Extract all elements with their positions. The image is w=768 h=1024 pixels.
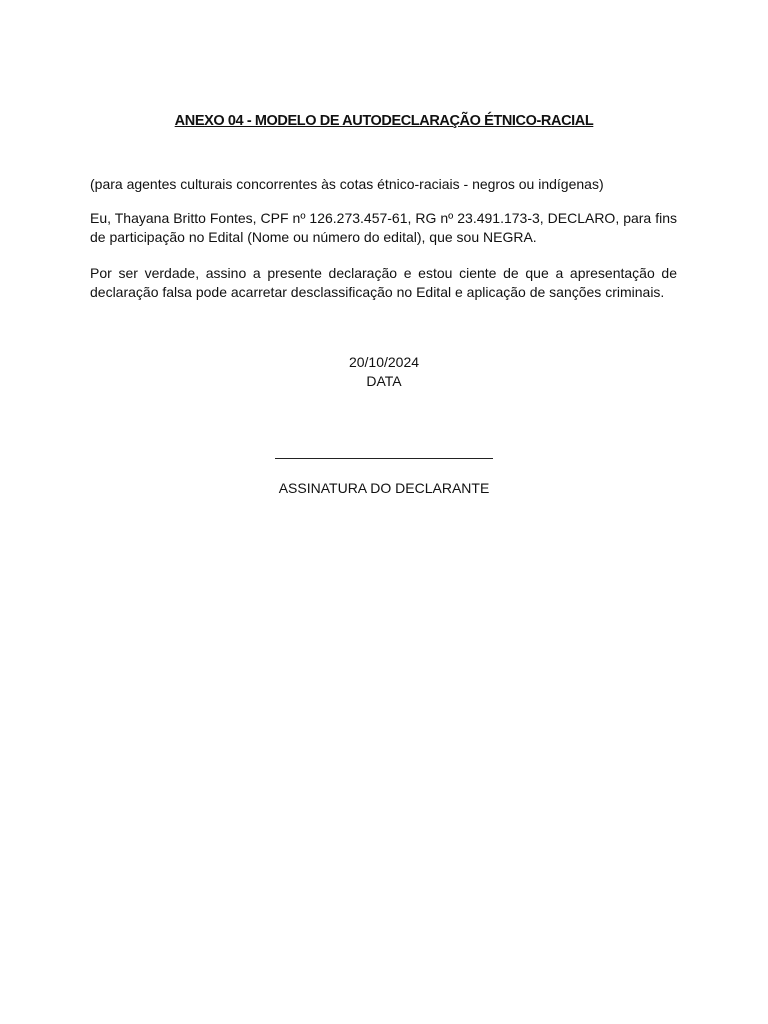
date-value: 20/10/2024 (348, 354, 420, 370)
declaration-paragraph: Eu, Thayana Britto Fontes, CPF nº 126.273.457-61, RG nº 23.491.173-3, DECLARO, para fins de participação no Edital (Nome ou número do edital), que sou NEGRA. (90, 210, 677, 245)
date-label: DATA (366, 373, 402, 389)
document-title: ANEXO 04 - MODELO DE AUTODECLARAÇÃO ÉTNICO-RACIAL (174, 113, 594, 129)
signature-label: ASSINATURA DO DECLARANTE (278, 480, 490, 496)
subtitle-paragraph: (para agentes culturais concorrentes às cotas étnico-raciais - negros ou indígenas) (90, 176, 604, 192)
truth-statement-paragraph: Por ser verdade, assino a presente declaração e estou ciente de que a apresentação de declaração falsa pode acarretar desclassificação no Edital e aplicação de sanções criminais. (90, 265, 677, 300)
signature-line (275, 458, 493, 459)
